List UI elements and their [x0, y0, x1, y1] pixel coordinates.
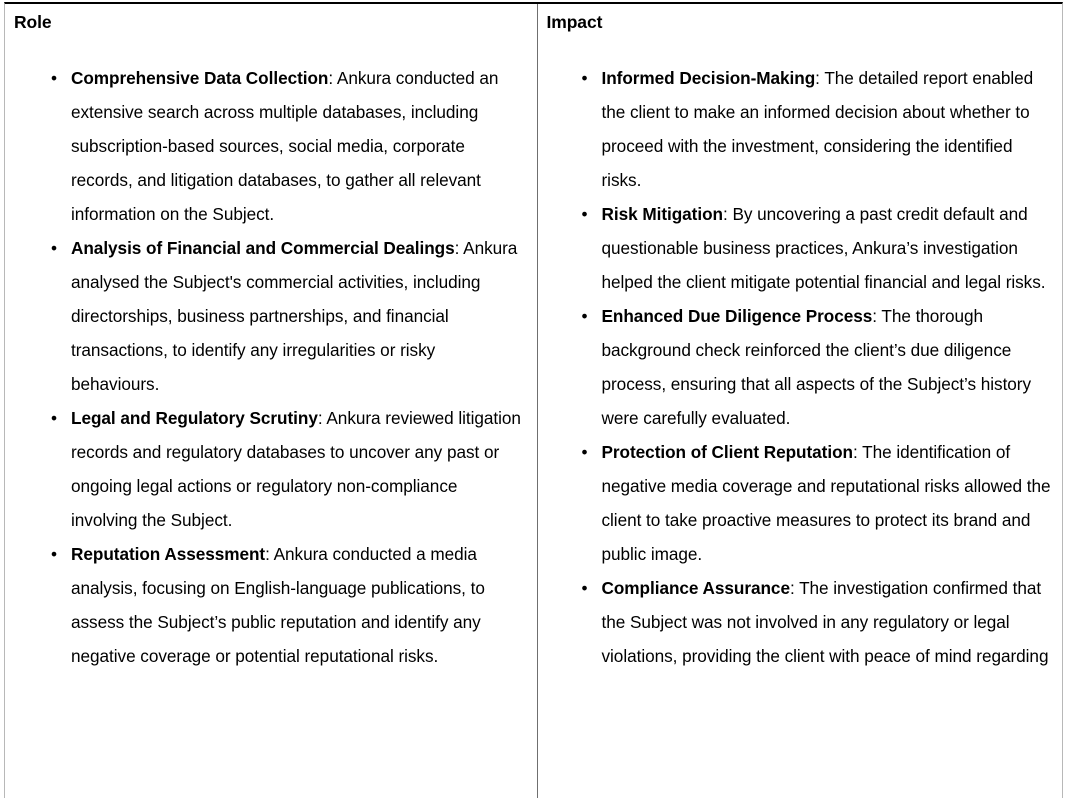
list-item-text: By uncovering a past credit default and questionable business practices, Ankura’s investigation helped the client mitigate potential financial and legal risks.: [601, 204, 1046, 292]
list-item: [13, 61, 527, 231]
list-item-term: Legal and Regulatory Scrutiny: [71, 408, 318, 428]
list-item-text: The thorough background check reinforced the client’s due diligence process, ensuring that all aspects of the Subject’s history were carefully evaluated.: [601, 306, 1032, 428]
list-item-separator: :: [815, 68, 825, 88]
list-item-separator: :: [317, 408, 327, 428]
list-item-text: Ankura analysed the Subject's commercial activities, including directorships, business partnerships, and financial transactions, to identify any irregularities or risky behaviours.: [71, 238, 518, 394]
list-item-term: Protection of Client Reputation: [601, 442, 853, 462]
list-item-separator: :: [852, 442, 863, 462]
impact-bullet-list: [546, 61, 1053, 673]
list-item-term: Informed Decision-Making: [601, 68, 816, 88]
list-item: [546, 435, 1053, 571]
list-item-term: Comprehensive Data Collection: [71, 68, 329, 88]
list-item-text: Ankura conducted a media analysis, focusing on English-language publications, to assess the Subject’s public reputation and identify any negative coverage or potential reputational risks.: [71, 544, 485, 666]
list-item-text: The detailed report enabled the client to make an informed decision about whether to proceed with the investment, considering the identified risks.: [601, 68, 1034, 190]
list-item-term: Compliance Assurance: [601, 578, 790, 598]
list-item-text: The identification of negative media coverage and reputational risks allowed the client to take proactive measures to protect its brand and public image.: [601, 442, 1051, 564]
column-header-role: Role: [14, 12, 52, 32]
list-item: [546, 299, 1053, 435]
role-impact-table: [4, 2, 1063, 798]
list-item: [13, 401, 527, 537]
column-header-impact: Impact: [546, 12, 603, 32]
table-column-impact: [538, 4, 1063, 798]
list-item-separator: :: [722, 204, 733, 224]
list-item-separator: :: [454, 238, 464, 258]
list-item-separator: :: [265, 544, 274, 564]
list-item-separator: :: [328, 68, 337, 88]
list-item-term: Reputation Assessment: [71, 544, 266, 564]
table-column-role: [5, 4, 538, 798]
list-item-term: Enhanced Due Diligence Process: [601, 306, 873, 326]
list-item: [546, 571, 1053, 673]
list-item-text: Ankura conducted an extensive search across multiple databases, including subscription-based sources, social media, corporate records, and litigation databases, to gather all relevant information on the Subject.: [71, 68, 499, 224]
role-bullet-list: [13, 61, 527, 673]
list-item: [546, 61, 1053, 197]
list-item-separator: :: [789, 578, 800, 598]
list-item-separator: :: [872, 306, 882, 326]
list-item-term: Risk Mitigation: [601, 204, 723, 224]
list-item: [13, 231, 527, 401]
list-item-text: The investigation confirmed that the Subject was not involved in any regulatory or legal violations, providing the client with peace of mind regarding: [601, 578, 1049, 666]
list-item: [546, 197, 1053, 299]
list-item-text: Ankura reviewed litigation records and regulatory databases to uncover any past or ongoing legal actions or regulatory non-compliance involving the Subject.: [71, 408, 521, 530]
list-item-term: Analysis of Financial and Commercial Dealings: [71, 238, 455, 258]
list-item: [13, 537, 527, 673]
